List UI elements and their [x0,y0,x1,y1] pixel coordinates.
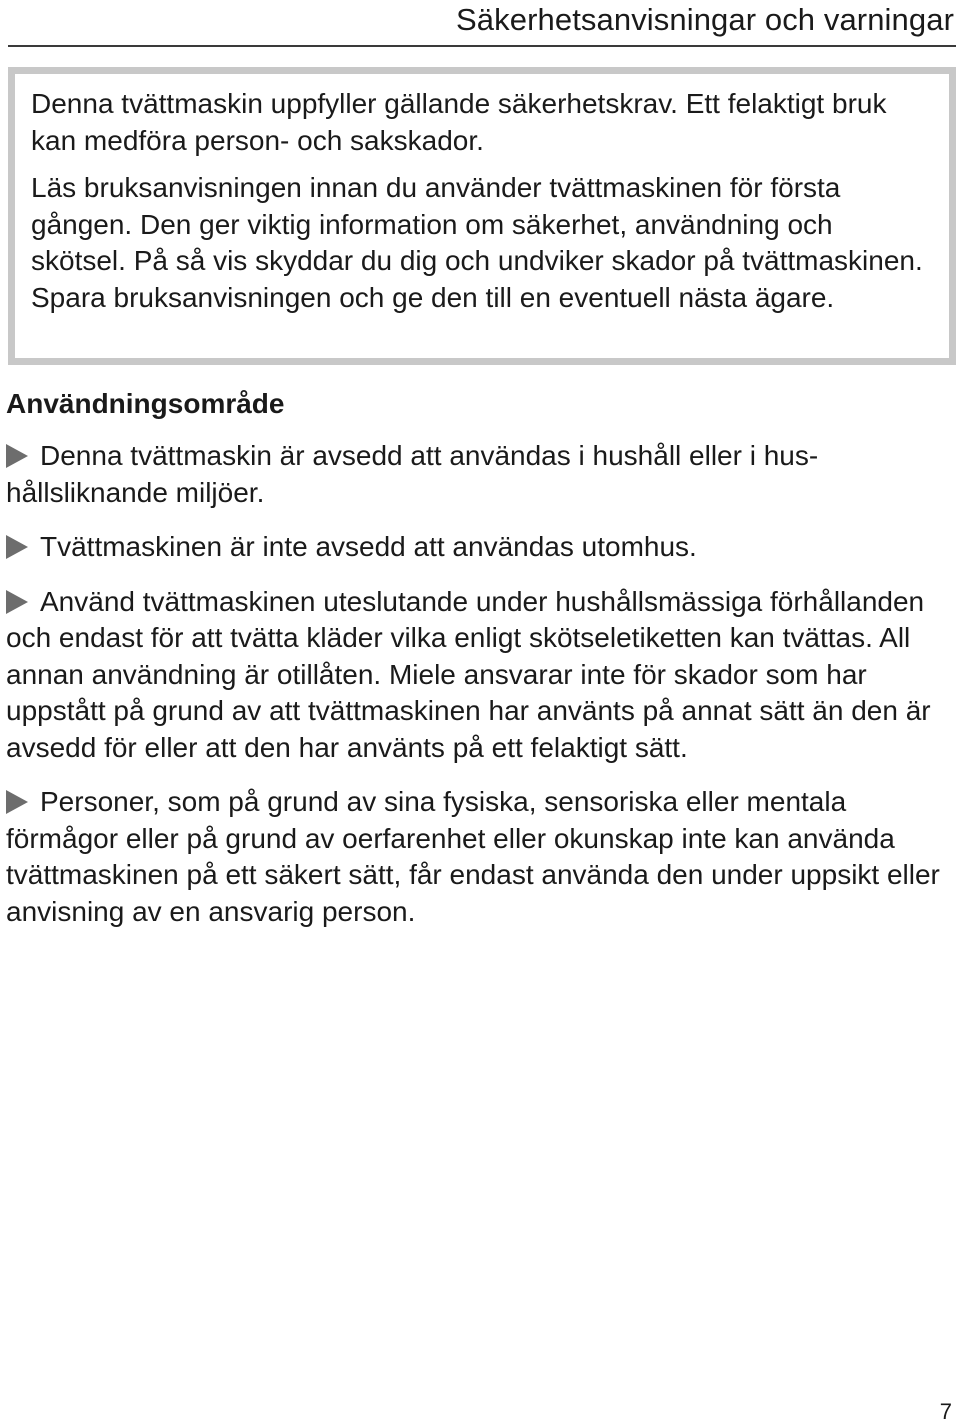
list-item-text: Denna tvättmaskin är avsedd att användas i hushåll eller i hushållsliknande miljöer. [6,440,819,508]
triangle-bullet-icon [6,535,28,559]
page-title: Säkerhetsanvisningar och varningar [456,2,954,37]
triangle-bullet-icon [6,590,28,614]
list-item [6,784,951,930]
header-rule [8,45,956,47]
safety-notice-box [8,67,956,365]
triangle-bullet-icon [6,444,28,468]
page-number: 7 [939,1399,952,1424]
notice-paragraph-2: Läs bruksanvisningen innan du använder tvättmaskinen för första gången. Den ger viktig information om säkerhet, användning och skötsel. På så vis skyddar du dig och undviker skador på tvättmaskinen. Spara bruksanvisningen och ge den till en eventuell nästa ägare. [31,172,923,313]
list-item-text: Personer, som på grund av sina fysiska, sensoriska eller mentala förmågor eller på grund av oerfarenhet eller okunskap inte kan använda tvättmaskinen på ett säkert sätt, får endast använda den under uppsikt eller anvisning av en ansvarig person. [6,786,940,927]
page-header [0,0,960,48]
triangle-bullet-icon [6,790,28,814]
section-heading: Användningsområde [6,388,285,419]
notice-paragraph-1: Denna tvättmaskin uppfyller gällande säkerhetskrav. Ett felaktigt bruk kan medföra person- och sakskador. [31,88,887,156]
usage-section [6,384,951,930]
list-item [6,584,951,767]
safety-notice-text [31,86,931,316]
list-item [6,438,951,511]
list-item-text: Använd tvättmaskinen uteslutande under hushållsmässiga förhållanden och endast för att tvätta kläder vilka enligt skötseletiketten kan tvättas. All annan användning är otillåten. Miele ansvarar inte för skador som har uppstått på grund av att tvättmaskinen har använts på annat sätt än den är avsedd för eller att den har använts på ett felaktigt sätt. [6,585,931,763]
list-item [6,529,951,566]
list-item-text: Tvättmaskinen är inte avsedd att användas utomhus. [40,531,697,562]
usage-list [6,438,951,930]
